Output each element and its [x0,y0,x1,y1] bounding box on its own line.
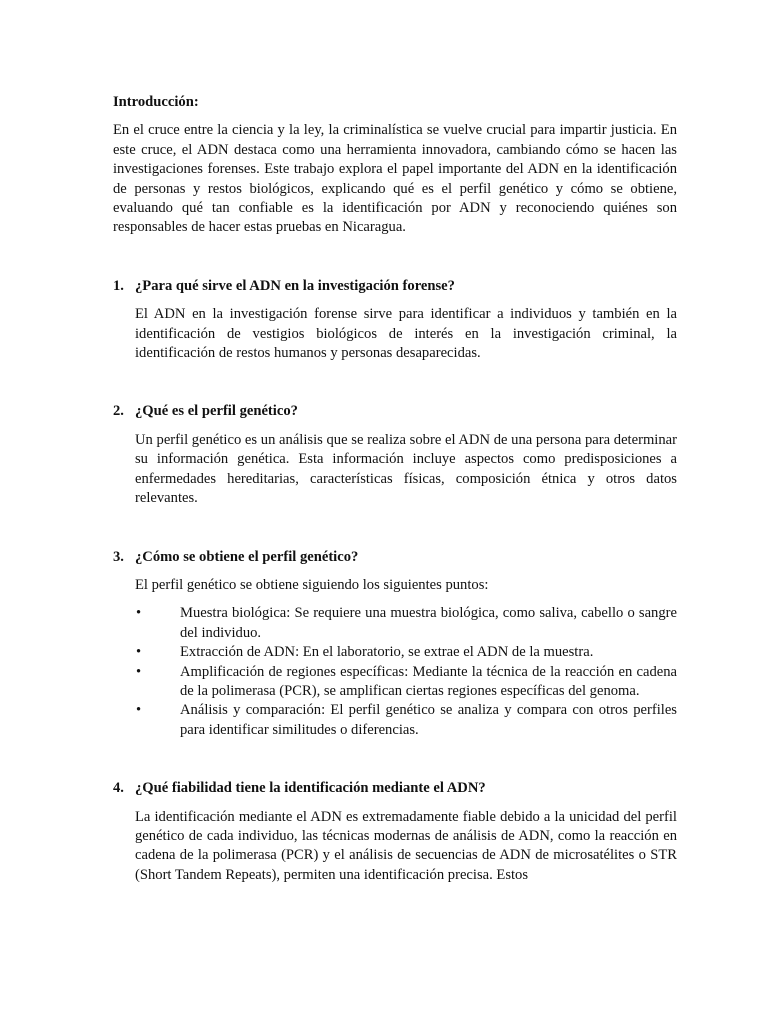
list-item-text: Análisis y comparación: El perfil genético se analiza y compara con otros perfiles para identificar similitudes o diferencias. [180,702,677,738]
section-question: ¿Qué es el perfil genético? [135,403,298,420]
section-2-heading [113,402,677,421]
list-item [135,643,677,662]
bullet-icon: • [136,644,142,661]
section-number: 3. [113,548,124,565]
intro-heading: Introducción: [113,94,199,110]
section-number: 1. [113,277,124,294]
section-question: ¿Qué fiabilidad tiene la identificación mediante el ADN? [135,780,486,797]
document-page [113,93,677,885]
section-paragraph: La identificación mediante el ADN es extremadamente fiable debido a la unicidad del perfil genético de cada individuo, las técnicas modernas de análisis de ADN, como la reacción en cadena de la polimerasa (PCR) y el análisis de secuencias de ADN de microsatélites o STR (Short Tandem Repeats), permiten una identificación precisa. Estos [135,808,677,883]
list-item-text: Amplificación de regiones específicas: Mediante la técnica de la reacción en cadena de la polimerasa (PCR), se amplifican ciertas regiones específicas del genoma. [180,663,677,699]
bullet-icon: • [136,605,142,622]
intro-paragraph: En el cruce entre la ciencia y la ley, la criminalística se vuelve crucial para impartir justicia. En este cruce, el ADN destaca como una herramienta innovadora, cambiando cómo se hacen las investigaciones forenses. Este trabajo explora el papel importante del ADN en la identificación de personas y restos biológicos, explicando qué es el perfil genético y cómo se obtiene, evaluando qué tan confiable es la identificación por ADN y reconociendo quiénes son responsables de hacer estas pruebas en Nicaragua. [113,122,677,236]
section-4-heading [113,779,677,798]
section-1-body [135,305,677,363]
section-3 [113,548,677,741]
section-paragraph: Un perfil genético es un análisis que se realiza sobre el ADN de una persona para determinar su información genética. Esta información incluye aspectos como predisposiciones a enfermedades hereditarias, características físicas, composición étnica y otros datos relevantes. [135,431,677,507]
section-question: ¿Para qué sirve el ADN en la investigación forense? [135,277,455,294]
section-1-heading [113,277,677,296]
list-item [135,701,677,740]
section-2-body [135,431,677,509]
section-4-body [135,808,677,886]
section-3-body [135,576,677,740]
section-3-heading [113,548,677,567]
bullet-list [135,604,677,740]
section-question: ¿Cómo se obtiene el perfil genético? [135,548,359,565]
list-item [135,604,677,643]
section-paragraph: El ADN en la investigación forense sirve para identificar a individuos y también en la identificación de vestigios biológicos de interés en la investigación criminal, la identificación de restos humanos y personas desaparecidas. [135,306,677,362]
section-paragraph: El perfil genético se obtiene siguiendo los siguientes puntos: [135,576,489,593]
list-item-text: Extracción de ADN: En el laboratorio, se extrae el ADN de la muestra. [180,644,594,661]
bullet-icon: • [136,663,142,680]
section-1 [113,277,677,364]
section-number: 2. [113,403,124,420]
section-4 [113,779,677,885]
list-item [135,663,677,702]
bullet-icon: • [136,702,142,719]
section-2 [113,402,677,508]
section-number: 4. [113,780,124,797]
list-item-text: Muestra biológica: Se requiere una muestra biológica, como saliva, cabello o sangre del individuo. [180,605,677,641]
